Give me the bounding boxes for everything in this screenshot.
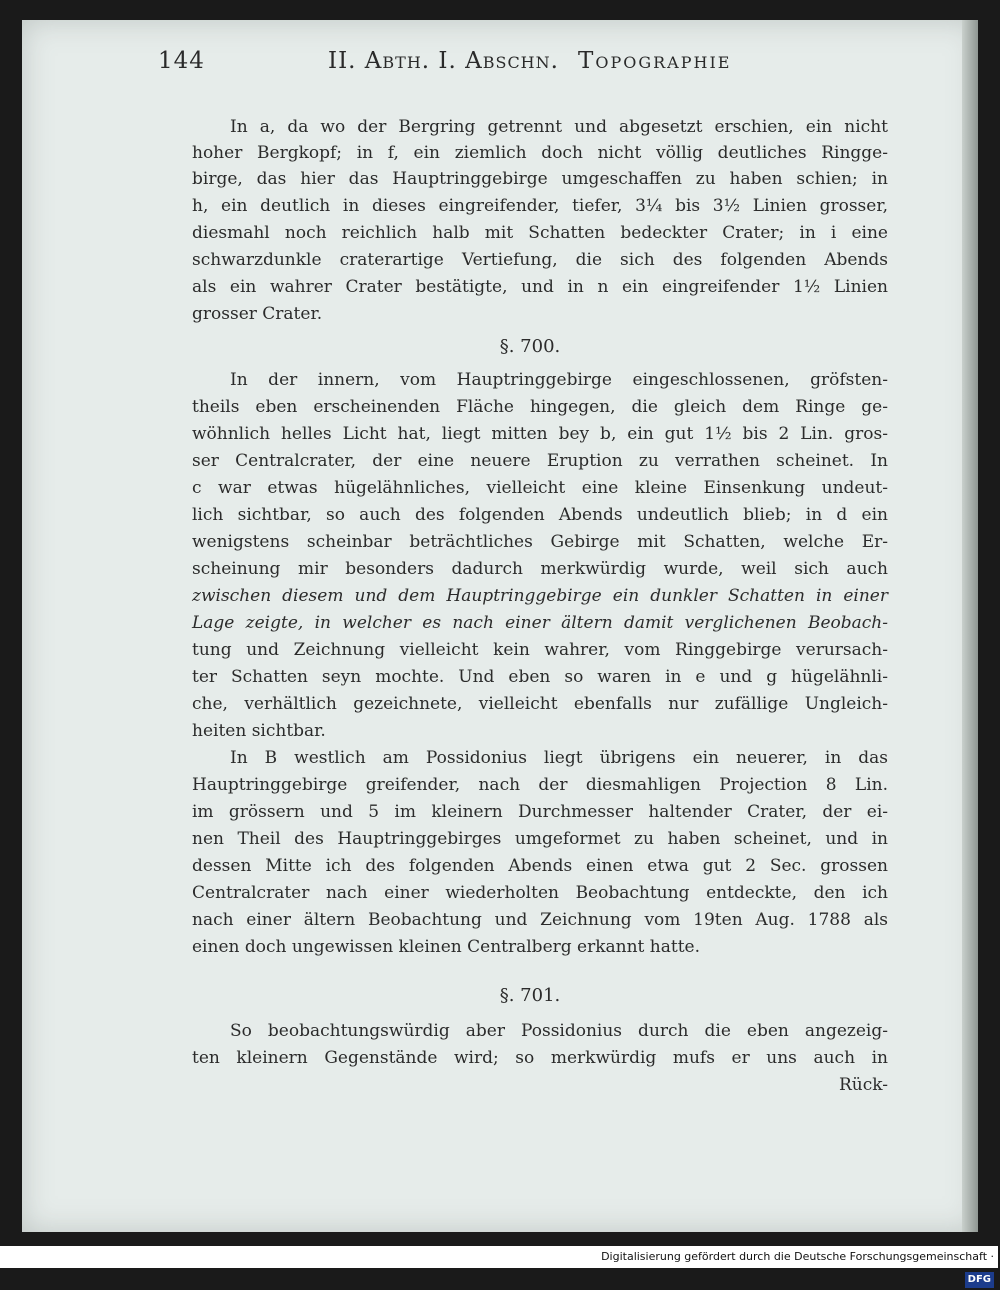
page-number: 144 <box>158 48 205 74</box>
text-line: ser Centralcrater, der eine neuere Eruption zu verrathen scheinet. In <box>192 451 888 471</box>
text-line: ten kleinern Gegenstände wird; so merkwürdig mufs er uns auch in <box>192 1048 888 1068</box>
text-line: tung und Zeichnung vielleicht kein wahrer, vom Ringgebirge verursach- <box>192 640 888 660</box>
text-line: c war etwas hügelähnliches, vielleicht eine kleine Einsenkung undeut- <box>192 478 888 498</box>
text-line: einen doch ungewissen kleinen Centralberg erkannt hatte. <box>192 937 701 957</box>
text-line: dessen Mitte ich des folgenden Abends einen etwa gut 2 Sec. grossen <box>192 856 888 876</box>
text-line: scheinung mir besonders dadurch merkwürdig wurde, weil sich auch <box>192 559 888 579</box>
text-line: diesmahl noch reichlich halb mit Schatten bedeckter Crater; in i eine <box>192 223 888 243</box>
text-line: im grössern und 5 im kleinern Durchmesser haltender Crater, der ei- <box>192 802 888 822</box>
text-line: In B westlich am Possidonius liegt übrigens ein neuerer, in das <box>230 748 888 768</box>
text-line: In a, da wo der Bergring getrennt und abgesetzt erschien, ein nicht <box>230 117 888 137</box>
catchword: Rück- <box>838 1075 888 1095</box>
text-line: ter Schatten seyn mochte. Und eben so waren in e und g hügelähnli- <box>192 667 888 687</box>
text-line: lich sichtbar, so auch des folgenden Abends undeutlich blieb; in d ein <box>192 505 888 525</box>
text-line: heiten sichtbar. <box>192 721 326 741</box>
text-line: birge, das hier das Hauptringgebirge umgeschaffen zu haben schien; in <box>192 169 888 189</box>
text-line-italic: zwischen diesem und dem Hauptringgebirge ein dunkler Schatten in einer <box>192 586 888 606</box>
text-line: So beobachtungswürdig aber Possidonius durch die eben angezeig- <box>230 1021 888 1041</box>
text-line: Centralcrater nach einer wiederholten Beobachtung entdeckte, den ich <box>192 883 888 903</box>
dfg-logo: DFG <box>965 1272 994 1288</box>
text-line: che, verhältlich gezeichnete, vielleicht ebenfalls nur zufällige Ungleich- <box>192 694 888 714</box>
text-line: Hauptringgebirge greifender, nach der diesmahligen Projection 8 Lin. <box>192 775 888 795</box>
text-line-italic: Lage zeigte, in welcher es nach einer ältern damit verglichenen Beobach- <box>192 613 888 633</box>
text-line: In der innern, vom Hauptringgebirge eingeschlossenen, gröfsten- <box>230 370 888 390</box>
text-line: h, ein deutlich in dieses eingreifender, tiefer, 3¼ bis 3½ Linien grosser, <box>192 196 888 216</box>
footer-strip <box>0 1246 598 1268</box>
section-heading-701: §. 701. <box>499 985 561 1006</box>
text-line: als ein wahrer Crater bestätigte, und in n ein eingreifender 1½ Linien <box>192 277 888 297</box>
text-line: wenigstens scheinbar beträchtliches Gebirge mit Schatten, welche Er- <box>192 532 888 552</box>
running-title: Topographie <box>578 48 732 74</box>
running-header <box>158 48 888 88</box>
text-line: schwarzdunkle craterartige Vertiefung, die sich des folgenden Abends <box>192 250 888 270</box>
text-line: nen Theil des Hauptringgebirges umgeformet zu haben scheinet, und in <box>192 829 888 849</box>
text-line: theils eben erscheinenden Fläche hingegen, die gleich dem Ringe ge- <box>192 397 888 417</box>
credit-text: Digitalisierung gefördert durch die Deutsche Forschungsgemeinschaft · <box>601 1250 994 1263</box>
section-heading-700: §. 700. <box>499 336 561 357</box>
text-line: hoher Bergkopf; in f, ein ziemlich doch nicht völlig deutliches Ringge- <box>192 143 888 163</box>
text-line: grosser Crater. <box>192 304 323 324</box>
digitization-credit <box>598 1246 998 1285</box>
section-title: II. Abth. I. Abschn. <box>328 48 559 74</box>
page-spine-edge <box>962 20 978 1232</box>
text-line: nach einer ältern Beobachtung und Zeichnung vom 19ten Aug. 1788 als <box>192 910 888 930</box>
text-line: wöhnlich helles Licht hat, liegt mitten bey b, ein gut 1½ bis 2 Lin. gros- <box>192 424 888 444</box>
